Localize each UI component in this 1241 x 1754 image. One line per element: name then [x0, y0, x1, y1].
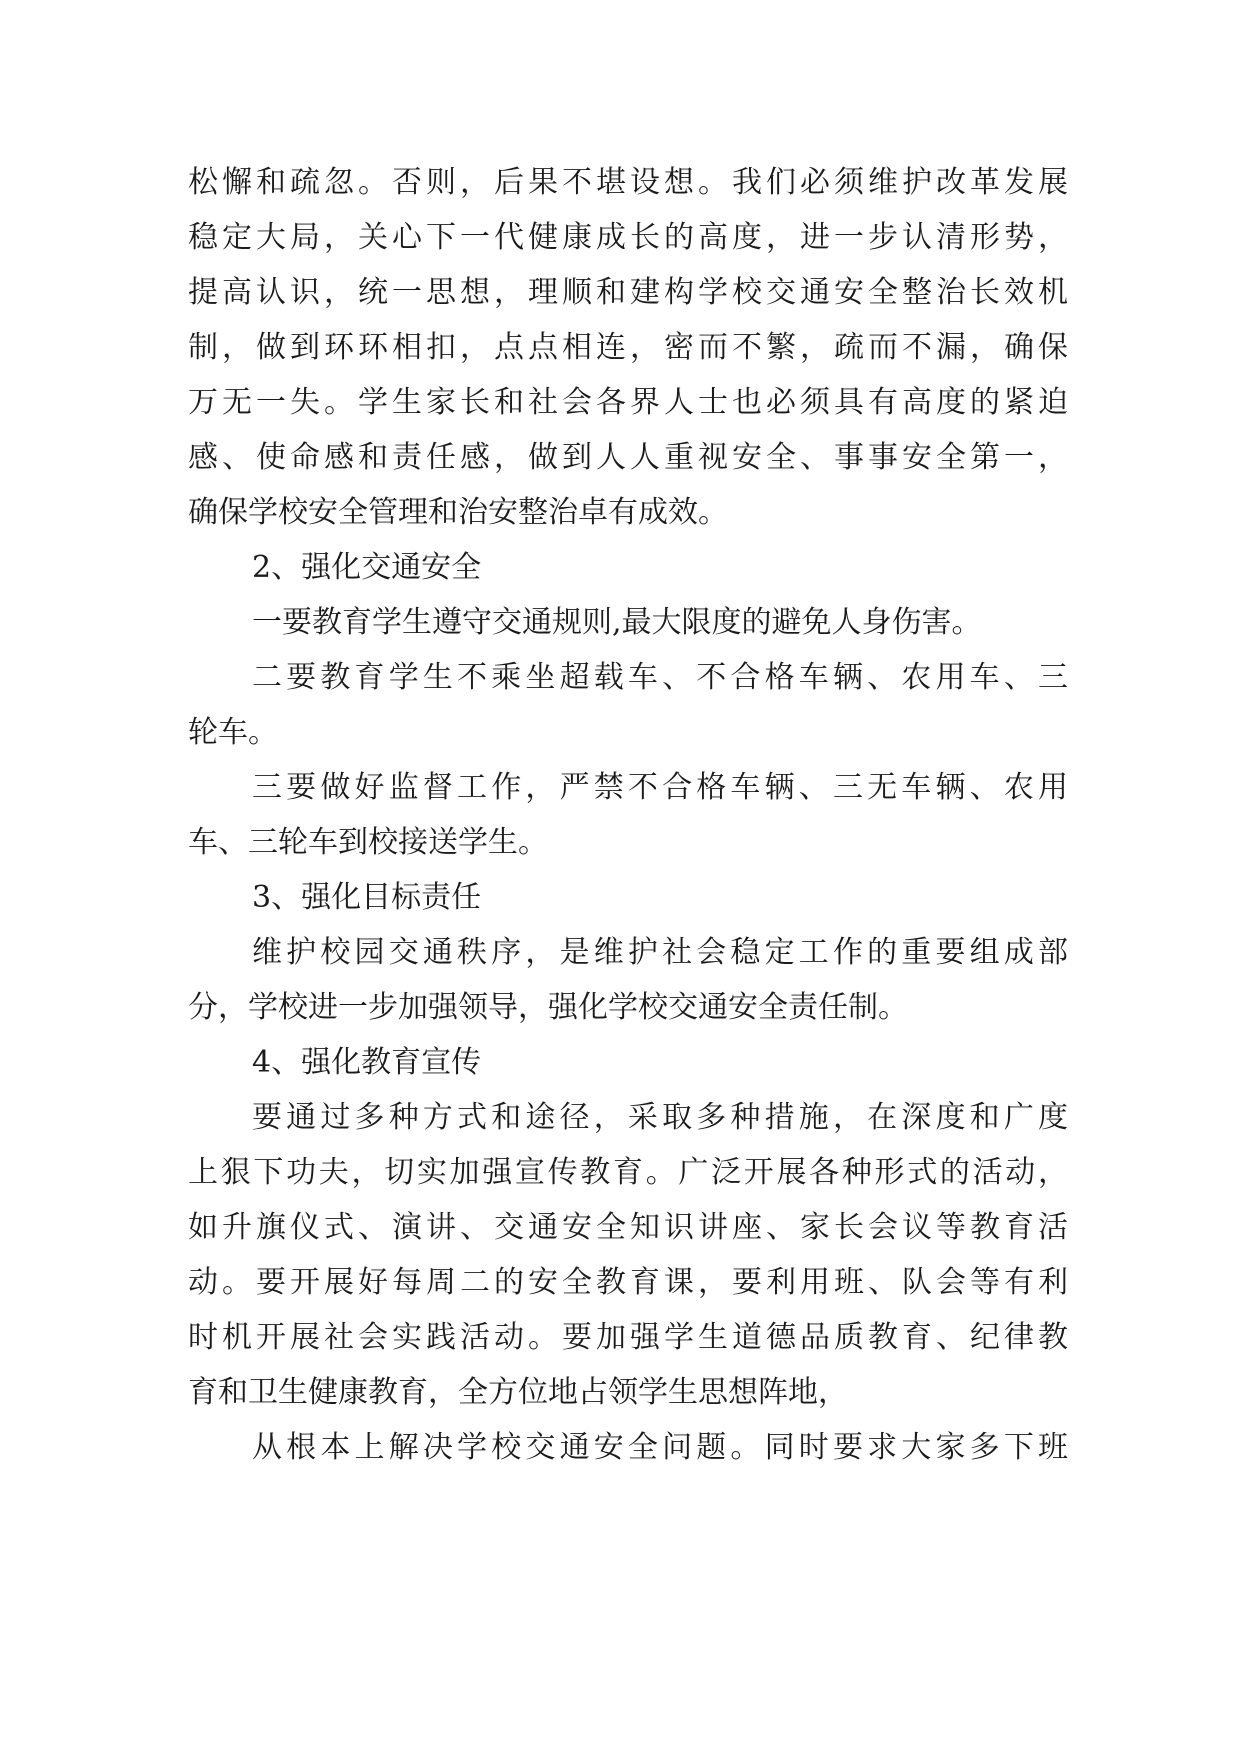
body-text-line: 从根本上解决学校交通安全问题。同时要求大家多下班	[252, 1430, 1068, 1465]
section-heading: 3、强化目标责任	[252, 880, 482, 915]
body-text-line: 上狠下功夫，切实加强宣传教育。广泛开展各种形式的活动，	[188, 1155, 1068, 1190]
body-text-line: 一要教育学生遵守交通规则,最大限度的避免人身伤害。	[252, 605, 982, 640]
body-text-line: 提高认识，统一思想，理顺和建构学校交通安全整治长效机	[188, 275, 1068, 310]
body-text-line: 确保学校安全管理和治安整治卓有成效。	[188, 495, 728, 530]
section-heading: 4、强化教育宣传	[252, 1045, 482, 1080]
body-text-line: 二要教育学生不乘坐超载车、不合格车辆、农用车、三	[252, 660, 1068, 695]
section-heading: 2、强化交通安全	[252, 550, 482, 585]
body-text-line: 稳定大局，关心下一代健康成长的高度，进一步认清形势，	[188, 220, 1068, 255]
body-text-line: 分，学校进一步加强领导，强化学校交通安全责任制。	[188, 990, 908, 1025]
body-text-line: 松懈和疏忽。否则，后果不堪设想。我们必须维护改革发展	[188, 165, 1068, 200]
body-text-line: 感、使命感和责任感，做到人人重视安全、事事安全第一，	[188, 440, 1068, 475]
body-text-line: 三要做好监督工作，严禁不合格车辆、三无车辆、农用	[252, 770, 1068, 805]
body-text-line: 维护校园交通秩序，是维护社会稳定工作的重要组成部	[252, 935, 1068, 970]
body-text-line: 如升旗仪式、演讲、交通安全知识讲座、家长会议等教育活	[188, 1210, 1068, 1245]
body-text-line: 轮车。	[188, 715, 278, 750]
body-text-line: 万无一失。学生家长和社会各界人士也必须具有高度的紧迫	[188, 385, 1068, 420]
body-text-line: 育和卫生健康教育，全方位地占领学生思想阵地，	[188, 1375, 848, 1410]
body-text-line: 动。要开展好每周二的安全教育课，要利用班、队会等有利	[188, 1265, 1068, 1300]
body-text-line: 时机开展社会实践活动。要加强学生道德品质教育、纪律教	[188, 1320, 1068, 1355]
body-text-line: 要通过多种方式和途径，采取多种措施，在深度和广度	[252, 1100, 1068, 1135]
body-text-line: 车、三轮车到校接送学生。	[188, 825, 548, 860]
body-text-line: 制，做到环环相扣，点点相连，密而不繁，疏而不漏，确保	[188, 330, 1068, 365]
